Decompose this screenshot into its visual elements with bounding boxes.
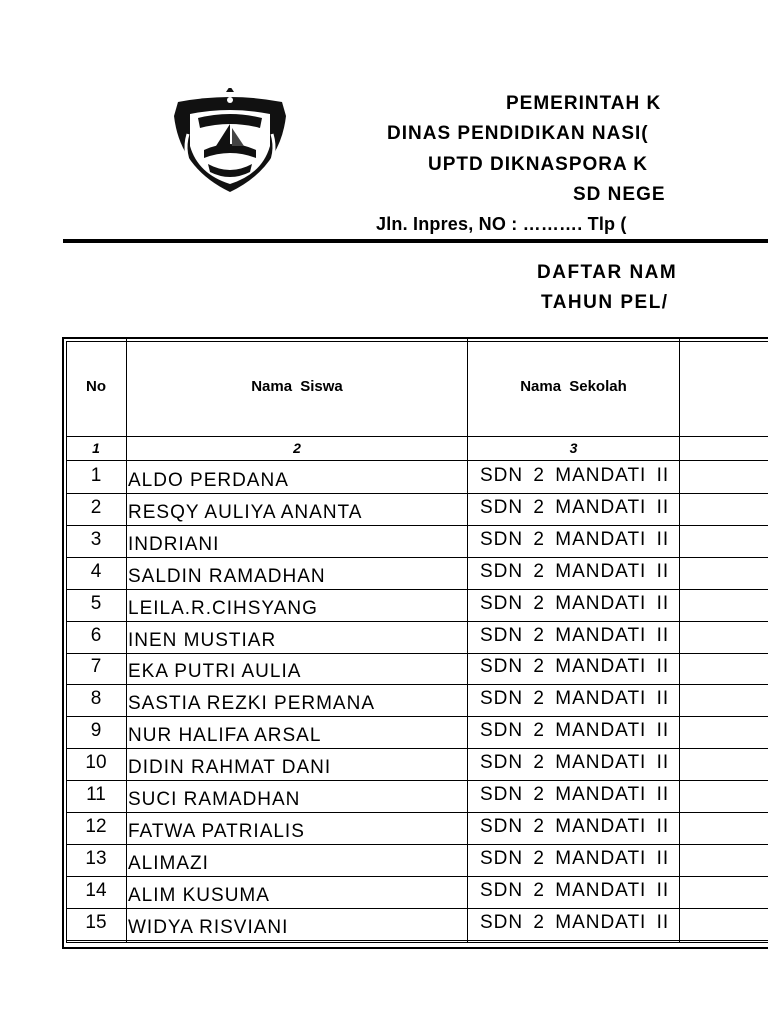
school-name: SDN 2 MANDATI II (480, 688, 670, 709)
letterhead-divider (63, 239, 768, 243)
letterhead-department: DINAS PENDIDIKAN NASI( (387, 123, 649, 144)
table-row (66, 876, 768, 908)
student-name: ALDO PERDANA (128, 470, 289, 491)
letterhead-government: PEMERINTAH K (506, 93, 662, 114)
table-row (66, 652, 768, 684)
student-name: SALDIN RAMADHAN (128, 566, 326, 587)
document-subtitle: TAHUN PEL/ (541, 292, 669, 313)
school-name: SDN 2 MANDATI II (480, 465, 670, 486)
row-number: 5 (90, 593, 102, 614)
student-name: WIDYA RISVIANI (128, 917, 289, 938)
column-index-1: 1 (92, 440, 100, 456)
table-row (66, 780, 768, 812)
table-row (66, 589, 768, 621)
school-name: SDN 2 MANDATI II (480, 752, 670, 773)
row-number: 11 (86, 784, 106, 805)
student-name: ALIMAZI (128, 853, 209, 874)
table-row (66, 716, 768, 748)
student-name: LEILA.R.CIHSYANG (128, 598, 318, 619)
letterhead-address: Jln. Inpres, NO : ………. Tlp ( (376, 214, 627, 234)
row-number: 2 (90, 497, 102, 518)
row-number: 12 (85, 816, 107, 837)
table-row (66, 621, 768, 653)
table-row (66, 812, 768, 844)
row-number: 14 (85, 880, 107, 901)
emblem-kabupaten-logo (168, 88, 292, 194)
column-index-2: 2 (293, 440, 301, 456)
school-name: SDN 2 MANDATI II (480, 625, 670, 646)
table-row (66, 844, 768, 876)
row-number: 3 (90, 529, 102, 550)
school-name: SDN 2 MANDATI II (480, 593, 670, 614)
student-name: SUCI RAMADHAN (128, 789, 301, 810)
table-row (66, 908, 768, 940)
row-number: 1 (90, 465, 102, 486)
student-name: RESQY AULIYA ANANTA (128, 502, 363, 523)
school-name: SDN 2 MANDATI II (480, 561, 670, 582)
student-name: SASTIA REZKI PERMANA (128, 693, 375, 714)
row-number: 15 (85, 912, 107, 933)
school-name: SDN 2 MANDATI II (480, 816, 670, 837)
school-name: SDN 2 MANDATI II (480, 720, 670, 741)
table-row (66, 557, 768, 589)
school-name: SDN 2 MANDATI II (480, 880, 670, 901)
table-row (66, 525, 768, 557)
table-row (66, 493, 768, 525)
column-header-nama-sekolah: Nama Sekolah (520, 378, 627, 395)
student-name: INDRIANI (128, 534, 220, 555)
row-number: 8 (90, 688, 102, 709)
row-number: 10 (85, 752, 107, 773)
student-name: NUR HALIFA ARSAL (128, 725, 322, 746)
letterhead-school: SD NEGE (573, 184, 666, 205)
document-title: DAFTAR NAM (537, 262, 678, 283)
table-row (66, 461, 768, 493)
student-name: DIDIN RAHMAT DANI (128, 757, 332, 778)
school-name: SDN 2 MANDATI II (480, 497, 670, 518)
row-number: 13 (85, 848, 107, 869)
table-row (66, 748, 768, 780)
school-name: SDN 2 MANDATI II (480, 848, 670, 869)
student-name: ALIM KUSUMA (128, 885, 270, 906)
school-name: SDN 2 MANDATI II (480, 529, 670, 550)
student-name: EKA PUTRI AULIA (128, 661, 302, 682)
column-index-3: 3 (569, 440, 578, 456)
column-header-nama-siswa: Nama Siswa (251, 378, 343, 395)
letterhead-uptd: UPTD DIKNASPORA K (428, 154, 649, 175)
table-row (66, 684, 768, 716)
school-name: SDN 2 MANDATI II (480, 912, 670, 933)
row-number: 4 (90, 561, 102, 582)
school-name: SDN 2 MANDATI II (480, 784, 670, 805)
school-name: SDN 2 MANDATI II (480, 656, 670, 677)
row-number: 7 (90, 656, 102, 677)
student-name: INEN MUSTIAR (128, 630, 277, 651)
row-divider (66, 436, 768, 437)
student-name: FATWA PATRIALIS (128, 821, 305, 842)
column-header-no: No (86, 378, 106, 395)
row-number: 9 (90, 720, 102, 741)
row-divider (66, 940, 768, 941)
row-number: 6 (90, 625, 102, 646)
